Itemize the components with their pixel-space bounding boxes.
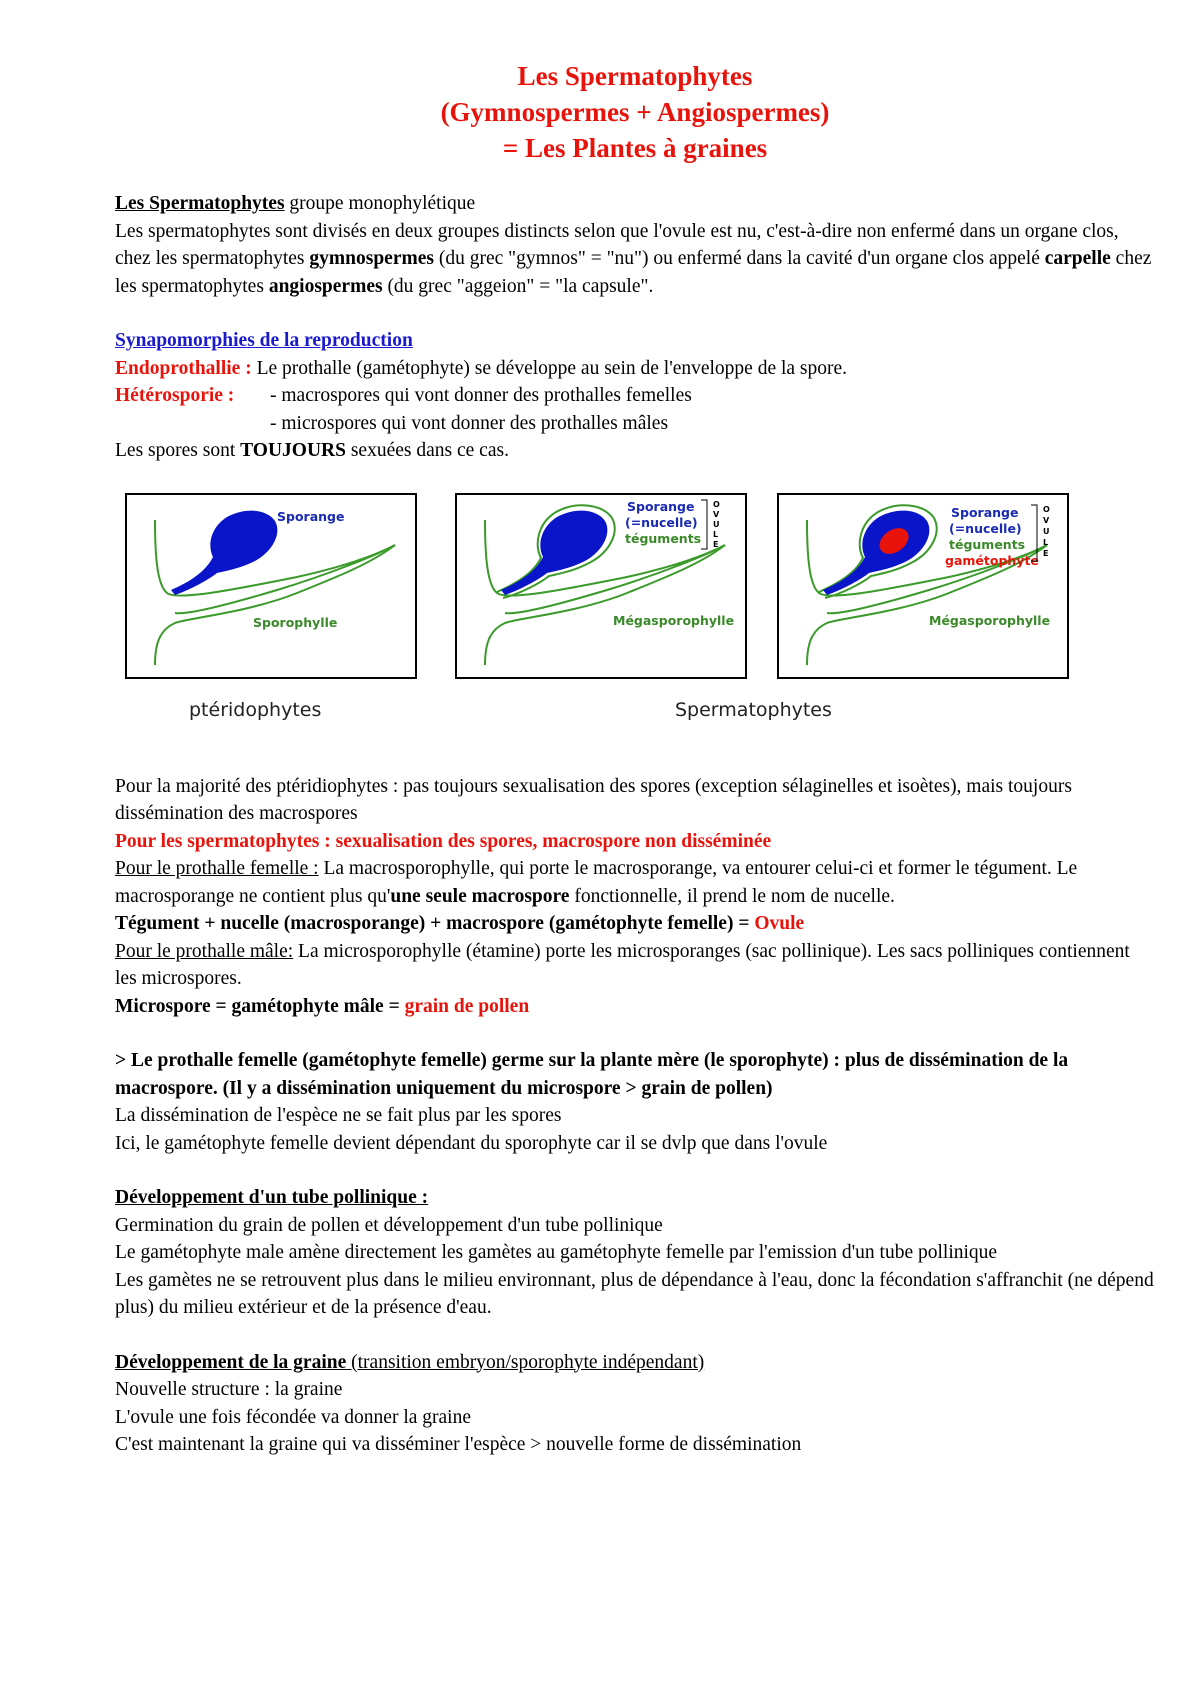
- figure-panel-pteridophytes: [125, 493, 417, 679]
- intro-angiospermes: angiospermes: [268, 275, 383, 297]
- title-line-1: Les Spermatophytes: [517, 61, 753, 91]
- ovule-letter-l: L: [1043, 537, 1049, 547]
- ovule-letter-o: O: [713, 499, 720, 509]
- germe-paragraph: > Le prothalle femelle (gamétophyte femelle) germe sur la plante mère (le sporophyte) : plus de dissémination de la macrospore. (Il y a dissémination uniquement du microspore > grain de pollen): [115, 1050, 1069, 1099]
- sporophylle-lower-curve: [155, 545, 395, 665]
- prothalle-femelle-bold: une seule macrospore: [390, 885, 570, 907]
- graine-heading: [115, 1349, 1155, 1377]
- graine-line-2: L'ovule une fois fécondée va donner la graine: [115, 1406, 471, 1428]
- ovule-bracket: [701, 500, 707, 549]
- heterosporie-item-1: - macrospores qui vont donner des prothalles femelles: [270, 385, 692, 406]
- intro-gymnospermes: gymnospermes: [309, 248, 434, 269]
- prothalle-femelle-text-1: La macrosporophylle, qui porte le macrosporange, va entourer celui-ci et former le tégument. Le macrosporange ne contient plus qu': [115, 858, 1078, 907]
- panel-3-drawing: [779, 495, 1067, 677]
- caption-pteridophytes: ptéridophytes: [189, 698, 322, 721]
- tube-line-1: Germination du grain de pollen et développement d'un tube pollinique: [115, 1214, 663, 1236]
- endoprothallie-line: [115, 355, 1155, 383]
- panel-3-teguments-label: téguments: [949, 536, 1026, 552]
- pollen-equation: [115, 993, 1155, 1021]
- title-line-3: = Les Plantes à graines: [502, 133, 768, 163]
- germe-line-2: Ici, le gamétophyte femelle devient dépendant du sporophyte car il se dvlp que dans l'ovule: [115, 1132, 828, 1154]
- tube-line-2: Le gamétophyte male amène directement les gamètes au gamétophyte femelle par l'emission d'un tube pollinique: [115, 1242, 998, 1263]
- panel-2-nucelle-label: (=nucelle): [625, 514, 698, 530]
- synapo-heading: Synapomorphies de la reproduction: [115, 330, 413, 351]
- panel-2-teguments-label: téguments: [625, 530, 702, 546]
- panel-1-sporange-label: Sporange: [277, 508, 345, 524]
- endoprothallie-label: Endoprothallie :: [115, 357, 252, 379]
- sporange-shape: [171, 510, 277, 594]
- graine-line-3: C'est maintenant la graine qui va disséminer l'espèce > nouvelle forme de dissémination: [115, 1434, 802, 1455]
- graine-line-1: Nouvelle structure : la graine: [115, 1379, 343, 1400]
- pollen-word: grain de pollen: [404, 995, 530, 1017]
- intro-carpelle: carpelle: [1044, 248, 1111, 269]
- prothalle-femelle-paragraph: [115, 855, 1155, 910]
- panel-3-sporange-label: Sporange: [951, 504, 1019, 520]
- graine-heading-bold: Développement de la graine: [115, 1351, 347, 1373]
- intro-heading-bold: Les Spermatophytes: [115, 193, 285, 214]
- prothalle-male-paragraph: [115, 938, 1155, 993]
- intro-text-4: (du grec "aggeion" = "la capsule".: [382, 275, 654, 297]
- nucelle-shape: [823, 510, 929, 594]
- panel-2-megasporophylle-label: Mégasporophylle: [613, 612, 735, 628]
- tube-line-3: Les gamètes ne se retrouvent plus dans le milieu environnant, plus de dépendance à l'eau, donc la fécondation s'affranchit (ne dépend plus) du milieu extérieur et de la présence d'eau.: [115, 1269, 1154, 1318]
- panel-3-gametophyte-label: gamétophyte: [945, 552, 1039, 568]
- heterosporie-line: [115, 382, 1155, 410]
- caption-spermatophytes: Spermatophytes: [675, 698, 832, 721]
- ovule-letter-u: U: [1043, 526, 1050, 536]
- nucelle-shape: [501, 510, 607, 594]
- ovule-letter-e: E: [1043, 548, 1049, 558]
- panel-3-megasporophylle-label: Mégasporophylle: [929, 612, 1051, 628]
- endoprothallie-text: Le prothalle (gamétophyte) se développe au sein de l'enveloppe de la spore.: [251, 357, 848, 379]
- sperma-red-line: Pour les spermatophytes : sexualisation des spores, macrospore non disséminée: [115, 830, 772, 852]
- tube-heading: Développement d'un tube pollinique :: [115, 1187, 429, 1208]
- ovule-letter-o: O: [1043, 504, 1050, 514]
- ovule-letter-v: V: [1043, 515, 1050, 525]
- intro-heading: [115, 190, 1155, 218]
- title-line-2: (Gymnospermes + Angiospermes): [440, 97, 830, 127]
- ovule-equation: [115, 910, 1155, 938]
- panel-3-nucelle-label: (=nucelle): [949, 520, 1022, 536]
- ovule-letter-l: L: [713, 529, 719, 539]
- panel-1-sporophylle-label: Sporophylle: [253, 614, 338, 630]
- spores-post: sexuées dans ce cas.: [345, 440, 509, 461]
- ovule-word: Ovule: [754, 913, 805, 934]
- prothalle-femelle-label: Pour le prothalle femelle :: [115, 858, 319, 879]
- figure-panel-spermatophyte-2: [777, 493, 1069, 679]
- pterido-paragraph: Pour la majorité des ptéridiophytes : pas toujours sexualisation des spores (exception sélaginelles et isoètes), mais toujours dissémination des macrospores: [115, 775, 1072, 824]
- graine-heading-rest: (transition embryon/sporophyte indépendant): [346, 1351, 705, 1373]
- intro-paragraph: [115, 218, 1155, 301]
- prothalle-male-label: Pour le prothalle mâle:: [115, 940, 294, 962]
- heterosporie-item-2: - microspores qui vont donner des prothalles mâles: [270, 412, 669, 434]
- spores-pre: Les spores sont: [115, 440, 241, 461]
- reproduction-figure: [115, 475, 1155, 767]
- intro-text-1: Les spermatophytes sont divisés en deux groupes distincts selon que l'ovule est nu, c'est-à-dire non enfermé dans un organe clos, chez les spermatophytes: [115, 220, 1119, 269]
- ovule-equation-text: Tégument + nucelle (macrosporange) + macrospore (gamétophyte femelle) =: [115, 913, 755, 934]
- prothalle-male-text: La microsporophylle (étamine) porte les microsporanges (sac pollinique). Les sacs polliniques contiennent les microspores.: [115, 940, 1130, 989]
- pollen-equation-text: Microspore = gamétophyte mâle =: [115, 995, 405, 1017]
- ovule-letter-e: E: [713, 539, 719, 549]
- prothalle-femelle-text-2: fonctionnelle, il prend le nom de nucelle.: [569, 885, 895, 907]
- intro-heading-rest: groupe monophylétique: [284, 193, 476, 214]
- spores-toujours: TOUJOURS: [240, 440, 346, 461]
- document-page: [115, 58, 1155, 1459]
- spores-line: [115, 437, 1155, 465]
- ovule-letter-u: U: [713, 519, 720, 529]
- panel-2-drawing: [457, 495, 745, 677]
- panel-2-sporange-label: Sporange: [627, 498, 695, 514]
- heterosporie-label: Hétérosporie :: [115, 385, 235, 406]
- intro-text-2: (du grec "gymnos" = "nu") ou enfermé dans la cavité d'un organe clos appelé: [433, 248, 1045, 269]
- megasporophylle-lower-curve: [485, 545, 725, 665]
- germe-line-1: La dissémination de l'espèce ne se fait plus par les spores: [115, 1105, 562, 1126]
- panel-1-drawing: [127, 495, 415, 677]
- document-title: [115, 58, 1155, 166]
- intro-text-3: chez les spermatophytes: [115, 248, 1152, 297]
- figure-panel-spermatophyte-1: [455, 493, 747, 679]
- ovule-letter-v: V: [713, 509, 720, 519]
